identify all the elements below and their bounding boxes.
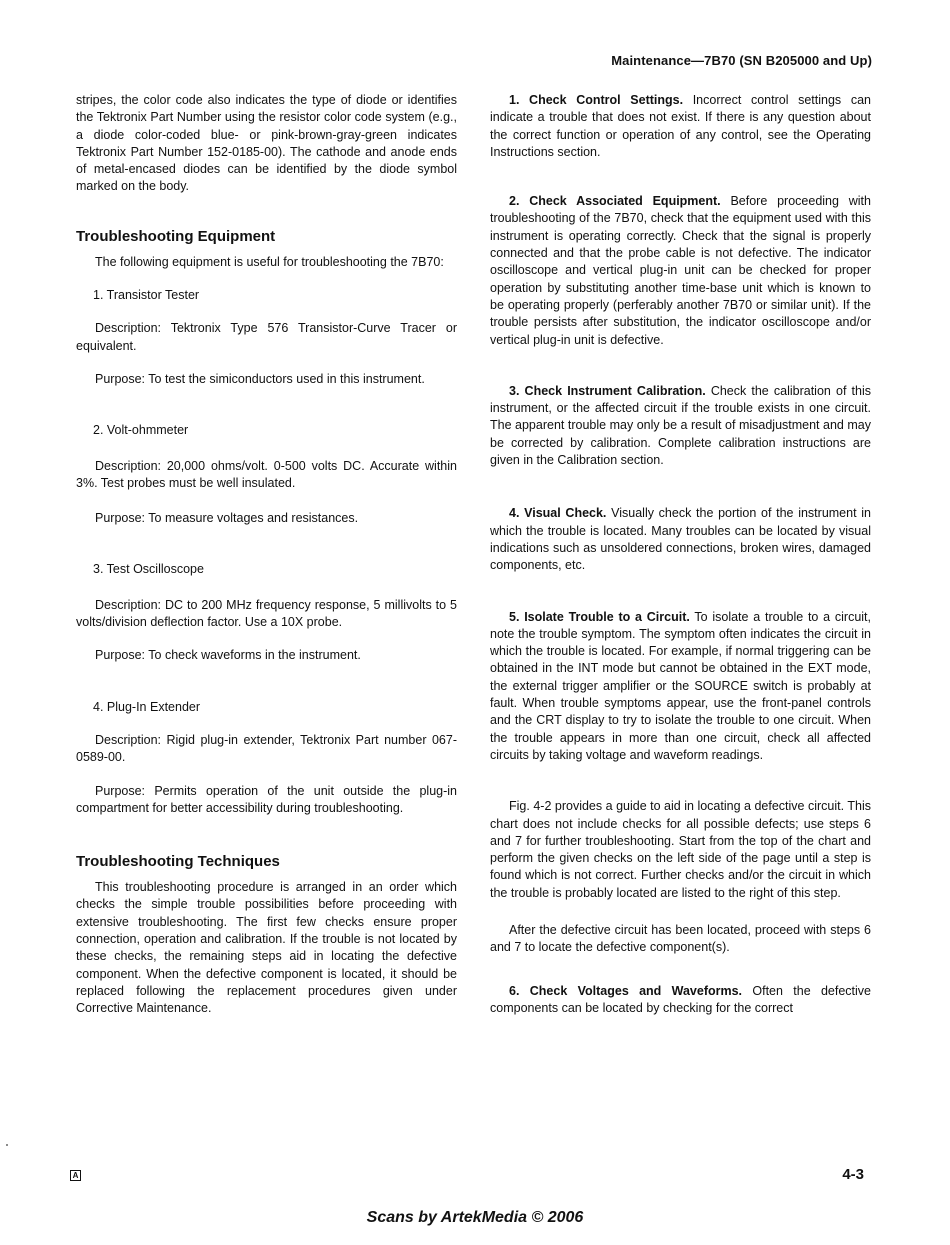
step-lead: 1. Check Control Settings. xyxy=(509,93,684,107)
step-paragraph xyxy=(490,92,871,161)
scan-speck xyxy=(6,1144,8,1146)
techniques-paragraph: This troubleshooting procedure is arranged in an order which checks the simple trouble possibilities before proceeding with extensive troubleshooting. The first few checks ensure proper connection, operation and calibration. If the trouble is not located by these checks, the remaining steps aid in locating the defective component. When the defective component is located, it should be replaced following the replacement procedures given under Corrective Maintenance. xyxy=(76,880,457,1016)
step-lead: 4. Visual Check. xyxy=(509,506,607,521)
equipment-item-description: Description: Rigid plug-in extender, Tektronix Part number 067-0589-00. xyxy=(76,732,457,765)
right-column xyxy=(490,92,871,1017)
step-lead: 5. Isolate Trouble to a Circuit. xyxy=(509,609,690,624)
step-text: Often the defective components can be located by checking for the correct xyxy=(490,983,872,1015)
scan-credit: Scans by ArtekMedia © 2006 xyxy=(366,1209,584,1226)
after-paragraph: After the defective circuit has been located, proceed with steps 6 and 7 to locate the defective component(s). xyxy=(490,922,871,955)
step-text: To isolate a trouble to a circuit, note the trouble symptom. The symptom often indicates the circuit in which the trouble is located. For example, if normal triggering can be obtained in the INT mode but cannot be obtained in the EXT mode, the external trigger amplifier or the SOURCE switch is probably at fault. When trouble symptoms appear, use the front-panel controls and the CRT display to try to isolate the trouble to one circuit. When the trouble appears in more than one circuit, check all affected circuits by taking voltage and waveform readings. xyxy=(490,609,871,762)
figure-reference-paragraph: Fig. 4-2 provides a guide to aid in locating a defective circuit. This chart does not include checks for all possible defects; use steps 6 and 7 for further troubleshooting. Start from the top of the chart and perform the given checks on the left side of the page until a step is found which is not correct. Further checks and/or the circuit in which the trouble is probably located are listed to the right of this step. xyxy=(490,799,871,900)
step-text: Visually check the portion of the instrument in which the trouble is located. Many troubles can be located by visual indications such as unsoldered connections, broken wires, damaged components, etc. xyxy=(490,506,871,573)
intro-paragraph: stripes, the color code also indicates the type of diode or identifies the Tektronix Part Number using the resistor color code system (e.g., a diode color-coded blue- or pink-brown-gray-green indicates Tektronix Part Number 152-0185-00). The cathode and anode ends of metal-encased diodes can be identified by the diode symbol marked on the body. xyxy=(76,93,457,194)
equipment-item-purpose: Purpose: To check waveforms in the instrument. xyxy=(95,648,361,663)
step-paragraph xyxy=(490,609,871,765)
equipment-item-purpose: Purpose: To measure voltages and resistances. xyxy=(95,511,359,526)
equipment-intro: The following equipment is useful for troubleshooting the 7B70: xyxy=(95,254,444,269)
equipment-item-title: 4. Plug-In Extender xyxy=(93,699,201,714)
equipment-item-description: Description: 20,000 ohms/volt. 0-500 volts DC. Accurate within 3%. Test probes must be well insulated. xyxy=(76,458,457,490)
equipment-item-title: 1. Transistor Tester xyxy=(93,288,200,303)
running-header: Maintenance—7B70 (SN B205000 and Up) xyxy=(611,53,872,68)
step-paragraph xyxy=(490,505,871,574)
revision-mark: A xyxy=(70,1170,81,1181)
equipment-item-description: Description: Tektronix Type 576 Transistor-Curve Tracer or equivalent. xyxy=(76,321,457,353)
step-paragraph xyxy=(490,193,871,349)
step-paragraph xyxy=(490,383,871,469)
equipment-item-purpose: Purpose: Permits operation of the unit outside the plug-in compartment for better accessibility during troubleshooting. xyxy=(76,783,457,815)
step-text: Before proceeding with troubleshooting of the 7B70, check that the equipment used with this instrument is operating correctly. Check that the signal is properly connected and that the probe cable is not defective. The indicator oscilloscope and vertical plug-in unit can be checked for proper operation by substituting another time-base unit which is known to be operating properly (perferably another 7B70 or similar unit). If the trouble persists after substitution, the indicator oscilloscope and/or vertical plug-in unit is defective. xyxy=(490,194,871,347)
step-text: Check the calibration of this instrument, or the affected circuit if the trouble exists in one circuit. The apparent trouble may only be a result of misadjustment and may be corrected by calibration. Complete calibration instructions are given in the Calibration section. xyxy=(490,383,871,468)
step-lead: 6. Check Voltages and Waveforms. xyxy=(509,983,743,998)
equipment-item-purpose: Purpose: To test the simiconductors used in this instrument. xyxy=(95,371,425,386)
equipment-item-title: 2. Volt-ohmmeter xyxy=(93,423,189,438)
techniques-heading: Troubleshooting Techniques xyxy=(76,853,280,871)
step-lead: 2. Check Associated Equipment. xyxy=(509,194,721,209)
equipment-item-description: Description: DC to 200 MHz frequency response, 5 millivolts to 5 volts/division deflection factor. Use a 10X probe. xyxy=(76,597,457,630)
step-text: Incorrect control settings can indicate a trouble that does not exist. If there is any question about the correct function or operation of any control, see the Operating Instructions section. xyxy=(490,93,871,159)
step-paragraph xyxy=(490,983,871,1018)
page-number: 4-3 xyxy=(842,1166,864,1183)
left-column xyxy=(76,92,457,1018)
equipment-heading: Troubleshooting Equipment xyxy=(76,227,276,245)
equipment-item-title: 3. Test Oscilloscope xyxy=(93,562,204,577)
step-lead: 3. Check Instrument Calibration. xyxy=(509,383,706,398)
